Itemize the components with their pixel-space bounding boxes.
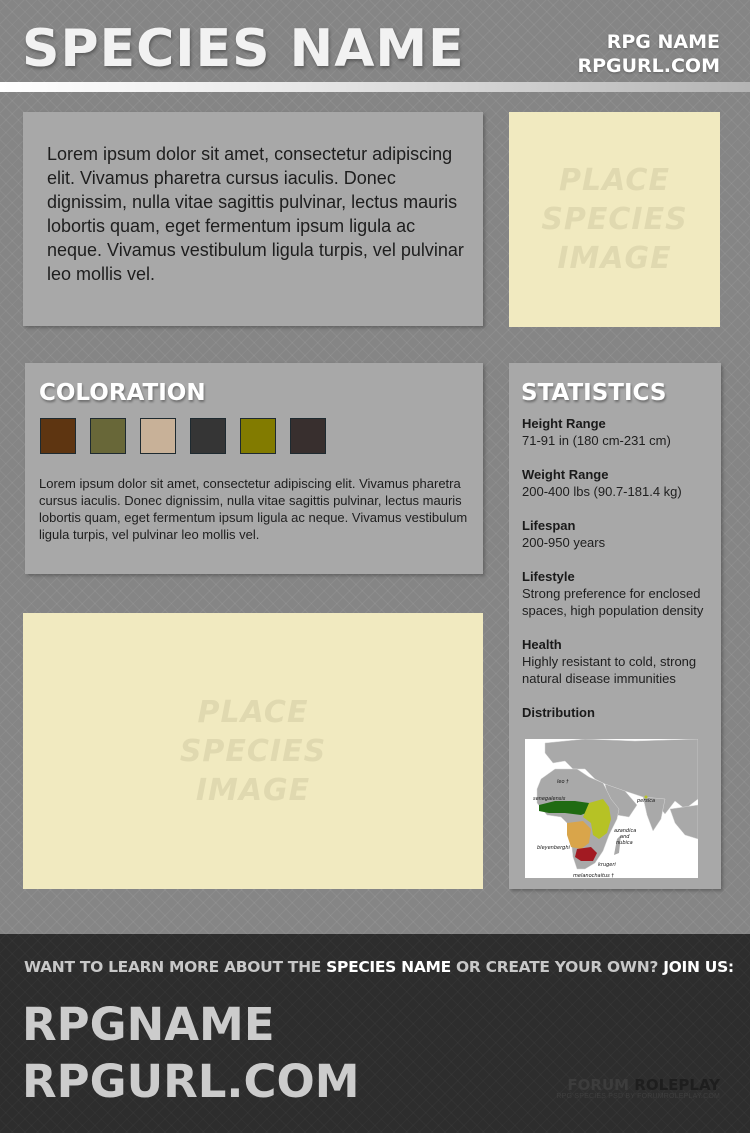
stat-weight [522, 466, 717, 500]
stat-lifestyle [522, 568, 717, 619]
cta-text: WANT TO LEARN MORE ABOUT THE [24, 958, 327, 976]
header-rpg-url[interactable]: RPGURL.COM [577, 55, 720, 77]
statistics-title: STATISTICS [521, 380, 667, 406]
stat-label: Lifespan [522, 518, 576, 533]
header-rpg-info [577, 30, 720, 78]
map-label-senegalensis: senegalensis [533, 796, 566, 802]
stat-value: Highly resistant to cold, strong natural disease immunities [522, 654, 697, 686]
species-image-placeholder-bottom [23, 613, 483, 889]
map-label-krugeri: krugeri [598, 862, 616, 868]
color-swatch [240, 418, 276, 454]
coloration-title: COLORATION [39, 380, 206, 406]
footer [0, 934, 750, 1133]
stat-health [522, 636, 717, 687]
placeholder-line: PLACE [559, 163, 670, 198]
map-label-and: and [620, 834, 630, 840]
stat-lifespan [522, 517, 717, 551]
distribution-map [525, 739, 698, 878]
species-title: SPECIES NAME [22, 19, 465, 79]
color-swatch [290, 418, 326, 454]
header-divider-bar [0, 82, 750, 92]
placeholder-label [180, 693, 326, 810]
intro-text: Lorem ipsum dolor sit amet, consectetur adipiscing elit. Vivamus pharetra cursus iaculis. Donec dignissim, nulla vitae sagittis pulvinar, lectus mauris lobortis quam, eget fermentum ipsum ligula ac neque. Vivamus vestibulum ligula turpis, vel pulvinar leo mollis vel. [47, 144, 464, 284]
footer-credit [556, 1077, 720, 1100]
species-image-placeholder-top [509, 112, 720, 327]
footer-rpg-url[interactable]: RPGURL.COM [22, 1055, 360, 1108]
color-swatch [40, 418, 76, 454]
map-label-persica: persica [637, 798, 656, 804]
stat-label: Lifestyle [522, 569, 575, 584]
statistics-panel [509, 363, 721, 889]
stat-label: Weight Range [522, 467, 609, 482]
stat-list [522, 415, 717, 738]
stat-value: 71-91 in (180 cm-231 cm) [522, 433, 671, 448]
credit-subtext: RPG SPECIES PSD BY FORUMROLEPLAY.COM [556, 1093, 720, 1100]
credit-brand[interactable] [556, 1077, 720, 1093]
credit-brand-roleplay: ROLEPLAY [634, 1076, 720, 1094]
map-label-nubica: nubica [616, 840, 633, 846]
color-swatches [40, 418, 326, 454]
cta-join-us: JOIN US: [663, 958, 734, 976]
placeholder-line: IMAGE [195, 772, 311, 808]
coloration-text: Lorem ipsum dolor sit amet, consectetur adipiscing elit. Vivamus pharetra cursus iaculis. Donec dignissim, nulla vitae sagittis pulvinar, lectus mauris lobortis quam, eget fermentum ipsum ligula ac neque. Vivamus vestibulum ligula turpis, vel pulvinar leo mollis vel. [39, 476, 468, 542]
stat-value: 200-950 years [522, 535, 606, 550]
stat-height [522, 415, 717, 449]
placeholder-line: PLACE [197, 694, 309, 730]
placeholder-label [541, 161, 687, 278]
stat-label: Height Range [522, 416, 606, 431]
color-swatch [90, 418, 126, 454]
placeholder-line: IMAGE [557, 241, 672, 276]
footer-rpg-links [22, 996, 360, 1110]
footer-rpg-name[interactable]: RPGNAME [22, 998, 275, 1051]
map-label-azandica: azandica [614, 828, 637, 834]
footer-cta [24, 958, 734, 976]
stat-label: Health [522, 637, 562, 652]
cta-text: OR CREATE YOUR OWN? [450, 958, 664, 976]
intro-panel [23, 112, 483, 326]
stat-distribution [522, 704, 717, 721]
credit-brand-forum: FORUM [567, 1076, 630, 1094]
map-label-leo: leo † [557, 779, 569, 785]
map-label-melanochaitus: melanochaitus † [573, 873, 614, 878]
placeholder-line: SPECIES [541, 202, 688, 237]
stat-label: Distribution [522, 705, 595, 720]
cta-species-name: SPECIES NAME [326, 958, 451, 976]
map-label-bleyenberghi: bleyenberghi [537, 845, 570, 851]
color-swatch [140, 418, 176, 454]
coloration-panel [25, 363, 483, 574]
distribution-map-graphic [525, 739, 698, 878]
placeholder-line: SPECIES [179, 733, 327, 769]
stat-value: 200-400 lbs (90.7-181.4 kg) [522, 484, 682, 499]
stat-value: Strong preference for enclosed spaces, high population density [522, 586, 704, 618]
color-swatch [190, 418, 226, 454]
header-rpg-name[interactable]: RPG NAME [606, 31, 720, 53]
